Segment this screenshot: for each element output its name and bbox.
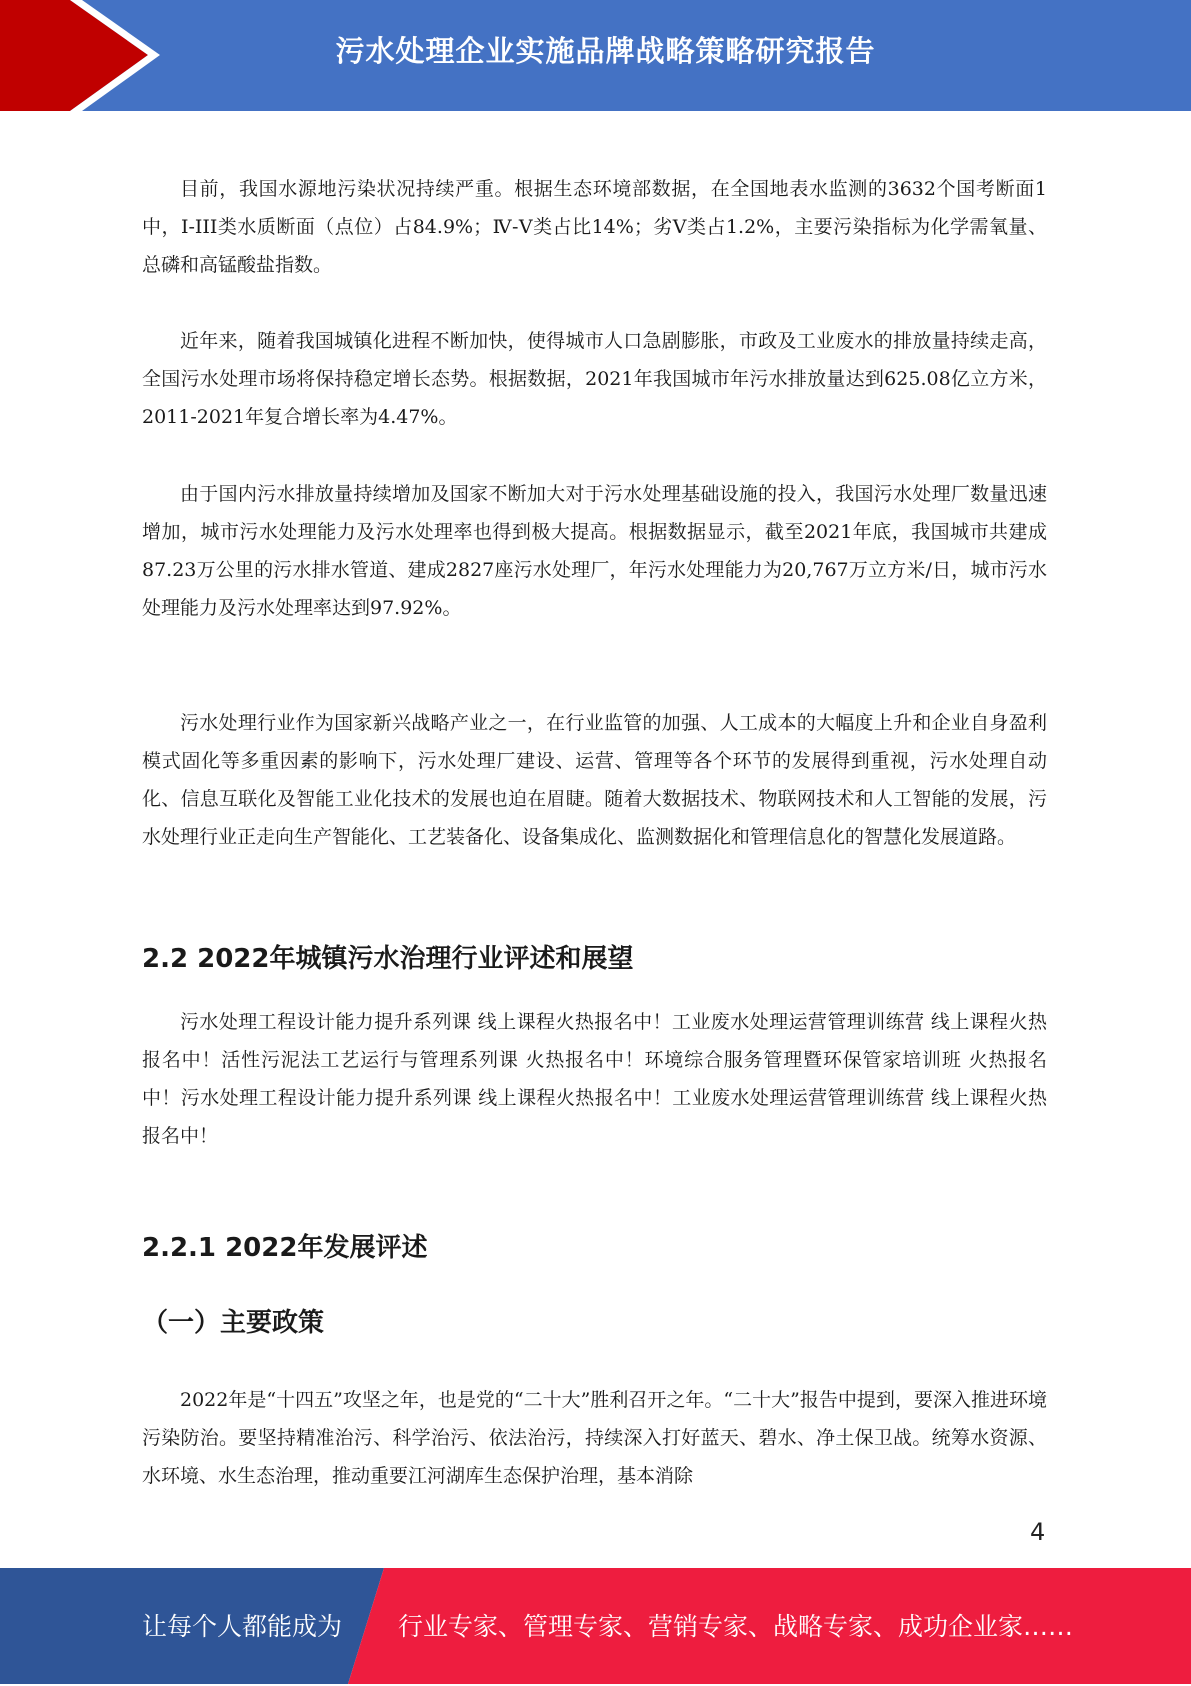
page-number: 4 — [1030, 1518, 1046, 1546]
section-heading-2-2: 2.2 2022年城镇污水治理行业评述和展望 — [142, 944, 634, 974]
body-paragraph: 2022年是“十四五”攻坚之年，也是党的“二十大”胜利召开之年。“二十大”报告中提到，要深入推进环境污染防治。要坚持精准治污、科学治污、依法治污，持续深入打好蓝天、碧水、净土保卫战。统筹水资源、水环境、水生态治理，推动重要江河湖库生态保护治理，基本消除 — [142, 1389, 1047, 1487]
body-paragraph: 污水处理工程设计能力提升系列课 线上课程火热报名中！工业废水处理运营管理训练营 线上课程火热报名中！活性污泥法工艺运行与管理系列课 火热报名中！环境综合服务管理暨环保管家培训班 火热报名中！污水处理工程设计能力提升系列课 线上课程火热报名中！工业废水处理运营管理训练营 线上课程火热报名中！ — [142, 1011, 1047, 1147]
footer-slogan-right: 行业专家、管理专家、营销专家、战略专家、成功企业家…… — [398, 1612, 1074, 1641]
section-heading-2-2-1: 2.2.1 2022年发展评述 — [142, 1233, 428, 1263]
subsection-heading-policy: （一）主要政策 — [142, 1308, 325, 1338]
body-paragraph: 由于国内污水排放量持续增加及国家不断加大对于污水处理基础设施的投入，我国污水处理厂数量迅速增加，城市污水处理能力及污水处理率也得到极大提高。根据数据显示，截至2021年底，我国城市共建成87.23万公里的污水排水管道、建成2827座污水处理厂，年污水处理能力为20,767万立方米/日，城市污水处理能力及污水处理率达到97.92%。 — [142, 483, 1047, 619]
body-paragraph: 目前，我国水源地污染状况持续严重。根据生态环境部数据，在全国地表水监测的3632个国考断面1中，I-III类水质断面（点位）占84.9%；Ⅳ-Ⅴ类占比14%；劣Ⅴ类占1.2%，主要污染指标为化学需氧量、总磷和高锰酸盐指数。 — [142, 178, 1047, 276]
footer-slogan-left: 让每个人都能成为 — [142, 1612, 343, 1641]
page-header — [0, 0, 1191, 111]
page-footer — [0, 1568, 1191, 1684]
body-paragraph: 污水处理行业作为国家新兴战略产业之一，在行业监管的加强、人工成本的大幅度上升和企业自身盈利模式固化等多重因素的影响下，污水处理厂建设、运营、管理等各个环节的发展得到重视，污水处理自动化、信息互联化及智能工业化技术的发展也迫在眉睫。随着大数据技术、物联网技术和人工智能的发展，污水处理行业正走向生产智能化、工艺装备化、设备集成化、监测数据化和管理信息化的智慧化发展道路。 — [142, 712, 1047, 848]
report-title: 污水处理企业实施品牌战略策略研究报告 — [335, 34, 876, 68]
body-paragraph: 近年来，随着我国城镇化进程不断加快，使得城市人口急剧膨胀，市政及工业废水的排放量持续走高，全国污水处理市场将保持稳定增长态势。根据数据，2021年我国城市年污水排放量达到625.08亿立方米，2011-2021年复合增长率为4.47%。 — [142, 330, 1047, 428]
